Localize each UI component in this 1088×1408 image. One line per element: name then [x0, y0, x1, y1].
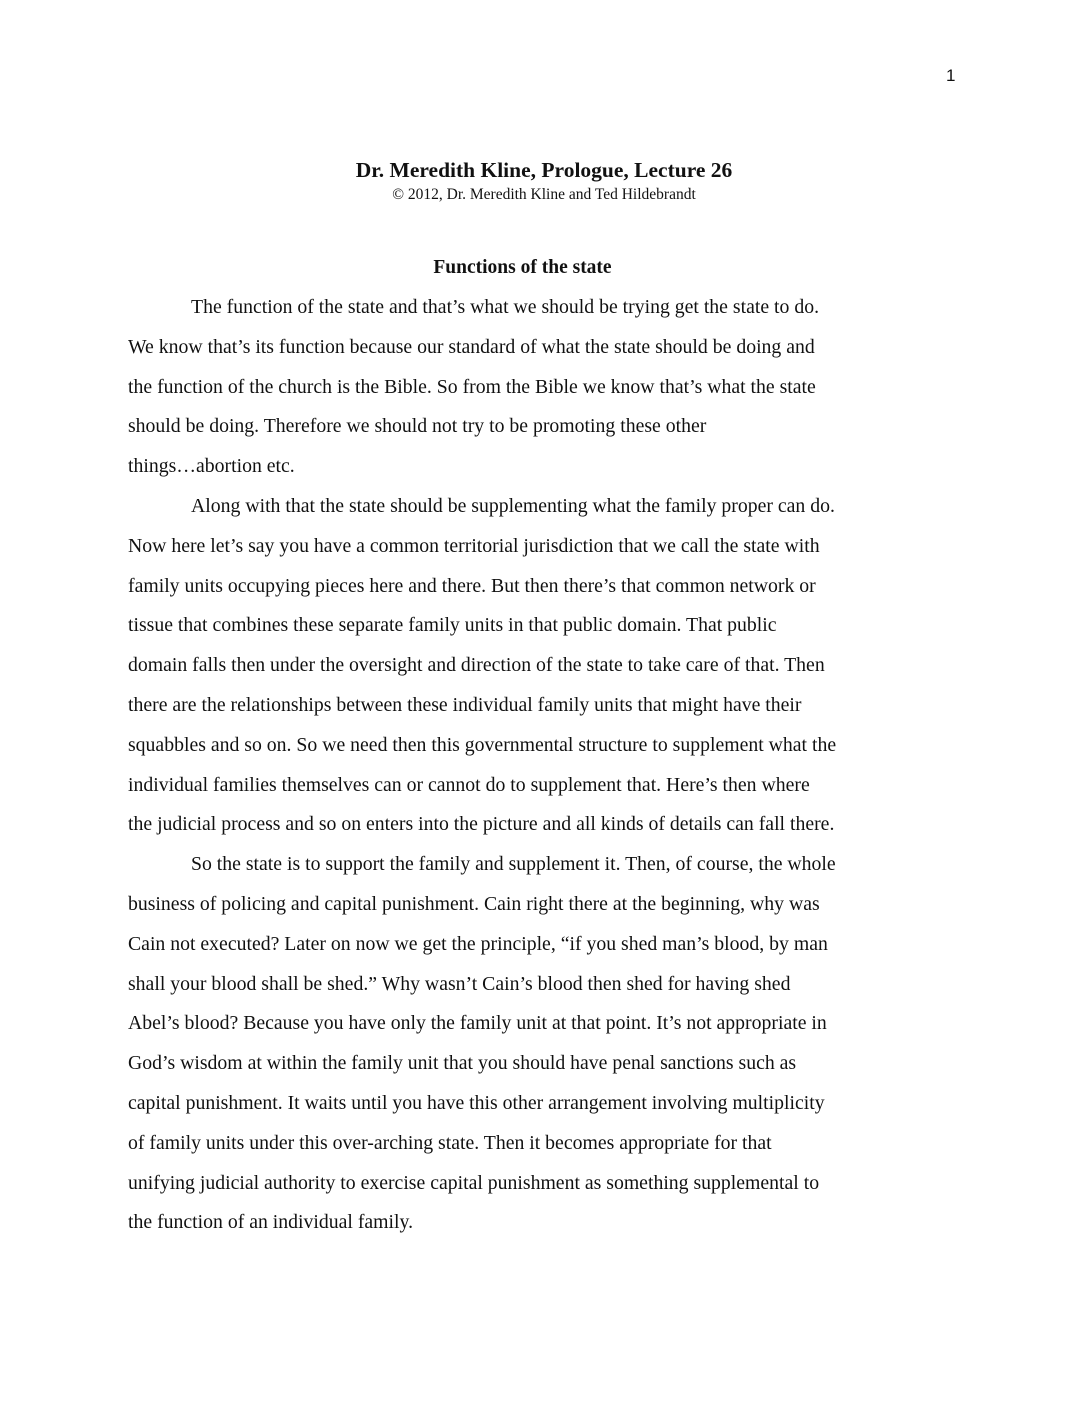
- section-heading: Functions of the state: [433, 257, 612, 278]
- text-line: the function of an individual family.: [128, 1211, 414, 1234]
- copyright-line: © 2012, Dr. Meredith Kline and Ted Hildebrandt: [392, 186, 696, 203]
- text-line: business of policing and capital punishment. Cain right there at the beginning, why was: [128, 892, 820, 915]
- text-line: domain falls then under the oversight and direction of the state to take care of that. Then: [128, 654, 825, 677]
- paragraph: [128, 487, 960, 845]
- text-line: Abel’s blood? Because you have only the family unit at that point. It’s not appropriate in: [128, 1012, 827, 1035]
- page-number: 1: [946, 66, 956, 85]
- text-line: Along with that the state should be supplementing what the family proper can do.: [191, 494, 835, 517]
- paragraph: [128, 845, 960, 1243]
- text-line: shall your blood shall be shed.” Why wasn’t Cain’s blood then shed for having shed: [128, 972, 791, 995]
- text-line: God’s wisdom at within the family unit that you should have penal sanctions such as: [128, 1052, 797, 1075]
- text-line: there are the relationships between these individual family units that might have their: [128, 693, 802, 716]
- document-title: Dr. Meredith Kline, Prologue, Lecture 26: [355, 158, 733, 182]
- text-line: the function of the church is the Bible. So from the Bible we know that’s what the state: [128, 375, 816, 398]
- text-line: individual families themselves can or cannot do to supplement that. Here’s then where: [128, 773, 810, 796]
- text-line: Now here let’s say you have a common territorial jurisdiction that we call the state with: [128, 534, 820, 557]
- text-line: tissue that combines these separate family units in that public domain. That public: [128, 614, 777, 637]
- text-line: should be doing. Therefore we should not try to be promoting these other: [128, 415, 707, 438]
- text-line: things…abortion etc.: [128, 455, 295, 478]
- paragraph: [128, 288, 960, 487]
- text-line: So the state is to support the family and supplement it. Then, of course, the whole: [191, 853, 836, 876]
- text-line: The function of the state and that’s what we should be trying get the state to do.: [191, 296, 820, 318]
- text-line: squabbles and so on. So we need then this governmental structure to supplement what the: [128, 733, 837, 756]
- text-line: of family units under this over-arching state. Then it becomes appropriate for that: [128, 1131, 772, 1154]
- body-text: [128, 288, 960, 1243]
- text-line: the judicial process and so on enters into the picture and all kinds of details can fall there.: [128, 813, 835, 836]
- text-line: unifying judicial authority to exercise capital punishment as something supplemental to: [128, 1171, 820, 1194]
- text-line: capital punishment. It waits until you have this other arrangement involving multiplicity: [128, 1091, 825, 1114]
- text-line: We know that’s its function because our standard of what the state should be doing and: [128, 335, 815, 358]
- text-line: Cain not executed? Later on now we get the principle, “if you shed man’s blood, by man: [128, 932, 828, 955]
- text-line: family units occupying pieces here and there. But then there’s that common network or: [128, 574, 816, 597]
